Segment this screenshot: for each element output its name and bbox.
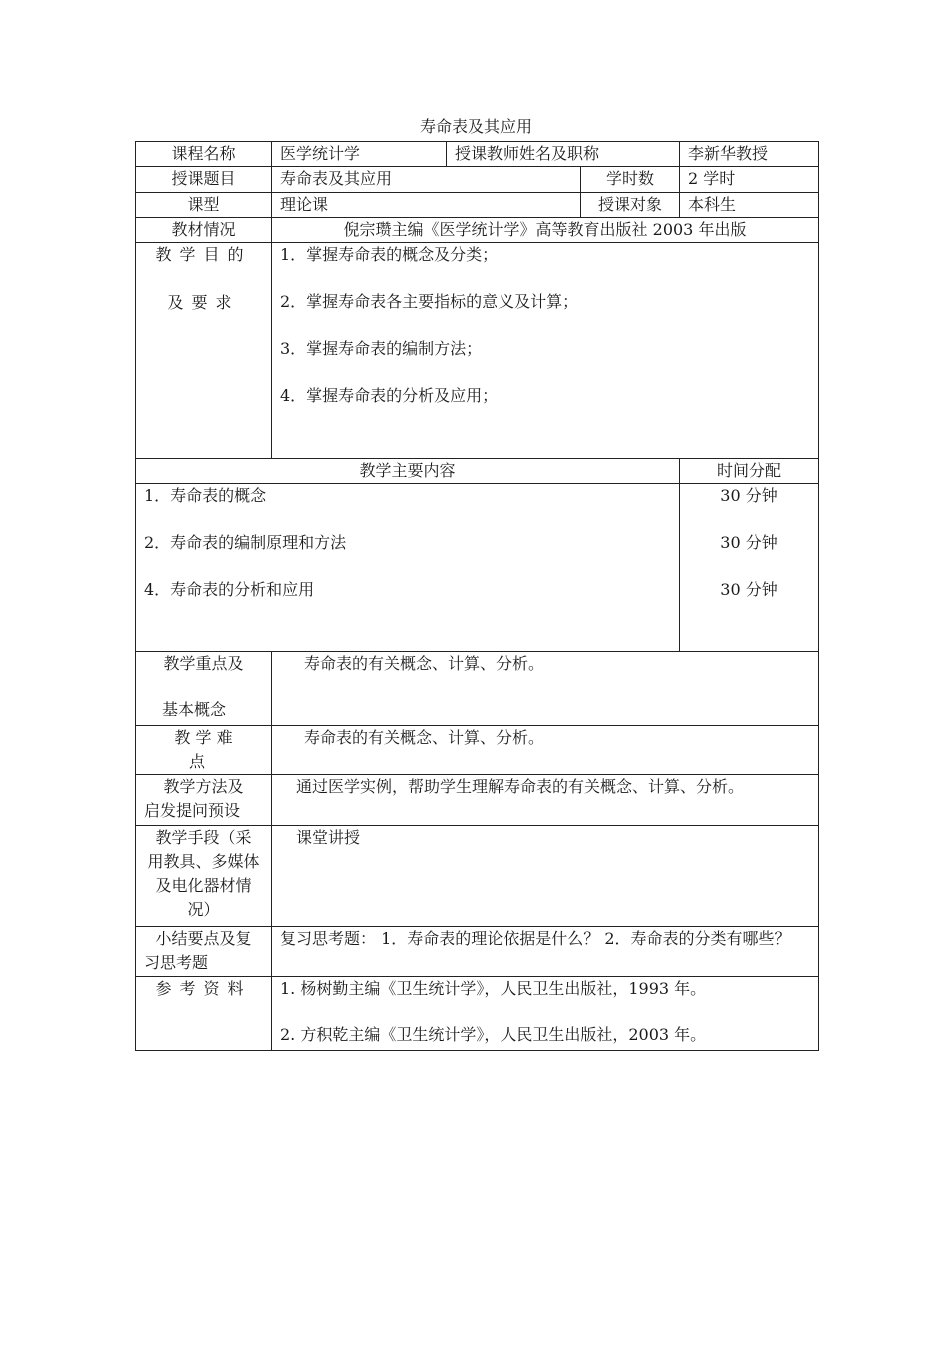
time-item: 30 分钟 [720,486,778,505]
content-item: 4．寿命表的分析和应用 [144,580,315,599]
means-label-line4: 况） [187,900,220,919]
row-type [136,193,819,218]
objectives-list [272,243,819,459]
summary-label [136,927,272,977]
summary-value: 复习思考题： 1．寿命表的理论依据是什么？ 2．寿命表的分类有哪些？ [272,927,819,977]
methods-value: 通过医学实例，帮助学生理解寿命表的有关概念、计算、分析。 [272,775,819,826]
key-points-label-line2: 基本概念 [162,700,227,719]
summary-label-line1: 小结要点及复 [155,929,252,948]
methods-label-line2: 启发提问预设 [144,801,241,820]
row-means [136,826,819,927]
course-value: 医学统计学 [272,142,447,167]
objectives-label-line1: 教学目的 [155,245,252,264]
list-item: 3．掌握寿命表的编制方法； [280,339,483,358]
means-label-line3: 及电化器材情 [155,876,252,895]
key-points-label [136,652,272,726]
time-header-label: 时间分配 [680,459,819,484]
row-content [136,484,819,652]
type-value: 理论课 [272,193,581,218]
row-content-header [136,459,819,484]
content-item: 1．寿命表的概念 [144,486,267,505]
reference-item: 1. 杨树勤主编《卫生统计学》，人民卫生出版社，1993 年。 [280,979,707,998]
time-item: 30 分钟 [720,533,778,552]
key-points-value: 寿命表的有关概念、计算、分析。 [272,652,819,726]
teacher-label: 授课教师姓名及职称 [447,142,680,167]
difficulties-label-line2: 点 [189,752,206,771]
topic-value: 寿命表及其应用 [272,167,581,193]
key-points-label-line1: 教学重点及 [163,654,244,673]
content-list [136,484,680,652]
difficulties-value: 寿命表的有关概念、计算、分析。 [272,726,819,775]
textbook-value: 倪宗瓒主编《医学统计学》高等教育出版社 2003 年出版 [272,218,819,243]
row-difficulties [136,726,819,775]
row-methods [136,775,819,826]
row-topic [136,167,819,193]
row-key-points [136,652,819,726]
row-textbook [136,218,819,243]
row-objectives [136,243,819,459]
hours-label: 学时数 [581,167,680,193]
lesson-plan-table [135,141,819,1051]
methods-label [136,775,272,826]
references-list [272,977,819,1051]
time-list [680,484,819,652]
list-item: 4．掌握寿命表的分析及应用； [280,386,499,405]
difficulties-label-line1: 教 学 难 [174,728,233,747]
objectives-label [136,243,272,459]
objectives-label-line2: 及要求 [167,293,240,312]
means-label-line2: 用教具、多媒体 [147,852,260,871]
means-label-line1: 教学手段（采 [155,828,252,847]
type-label: 课型 [136,193,272,218]
means-label [136,826,272,927]
audience-label: 授课对象 [581,193,680,218]
means-value: 课堂讲授 [272,826,819,927]
audience-value: 本科生 [680,193,819,218]
textbook-label: 教材情况 [136,218,272,243]
reference-item: 2. 方积乾主编《卫生统计学》，人民卫生出版社，2003 年。 [280,1025,707,1044]
course-label: 课程名称 [136,142,272,167]
row-course [136,142,819,167]
topic-label: 授课题目 [136,167,272,193]
references-label: 参考资料 [136,977,272,1051]
time-item: 30 分钟 [720,580,778,599]
teacher-value: 李新华教授 [680,142,819,167]
list-item: 1．掌握寿命表的概念及分类； [280,245,499,264]
document-title: 寿命表及其应用 [419,117,532,136]
content-header-label: 教学主要内容 [136,459,680,484]
list-item: 2．掌握寿命表各主要指标的意义及计算； [280,292,579,311]
summary-label-line2: 习思考题 [144,953,209,972]
row-references [136,977,819,1051]
methods-label-line1: 教学方法及 [163,777,244,796]
difficulties-label [136,726,272,775]
row-summary [136,927,819,977]
content-item: 2．寿命表的编制原理和方法 [144,533,347,552]
hours-value: 2 学时 [680,167,819,193]
